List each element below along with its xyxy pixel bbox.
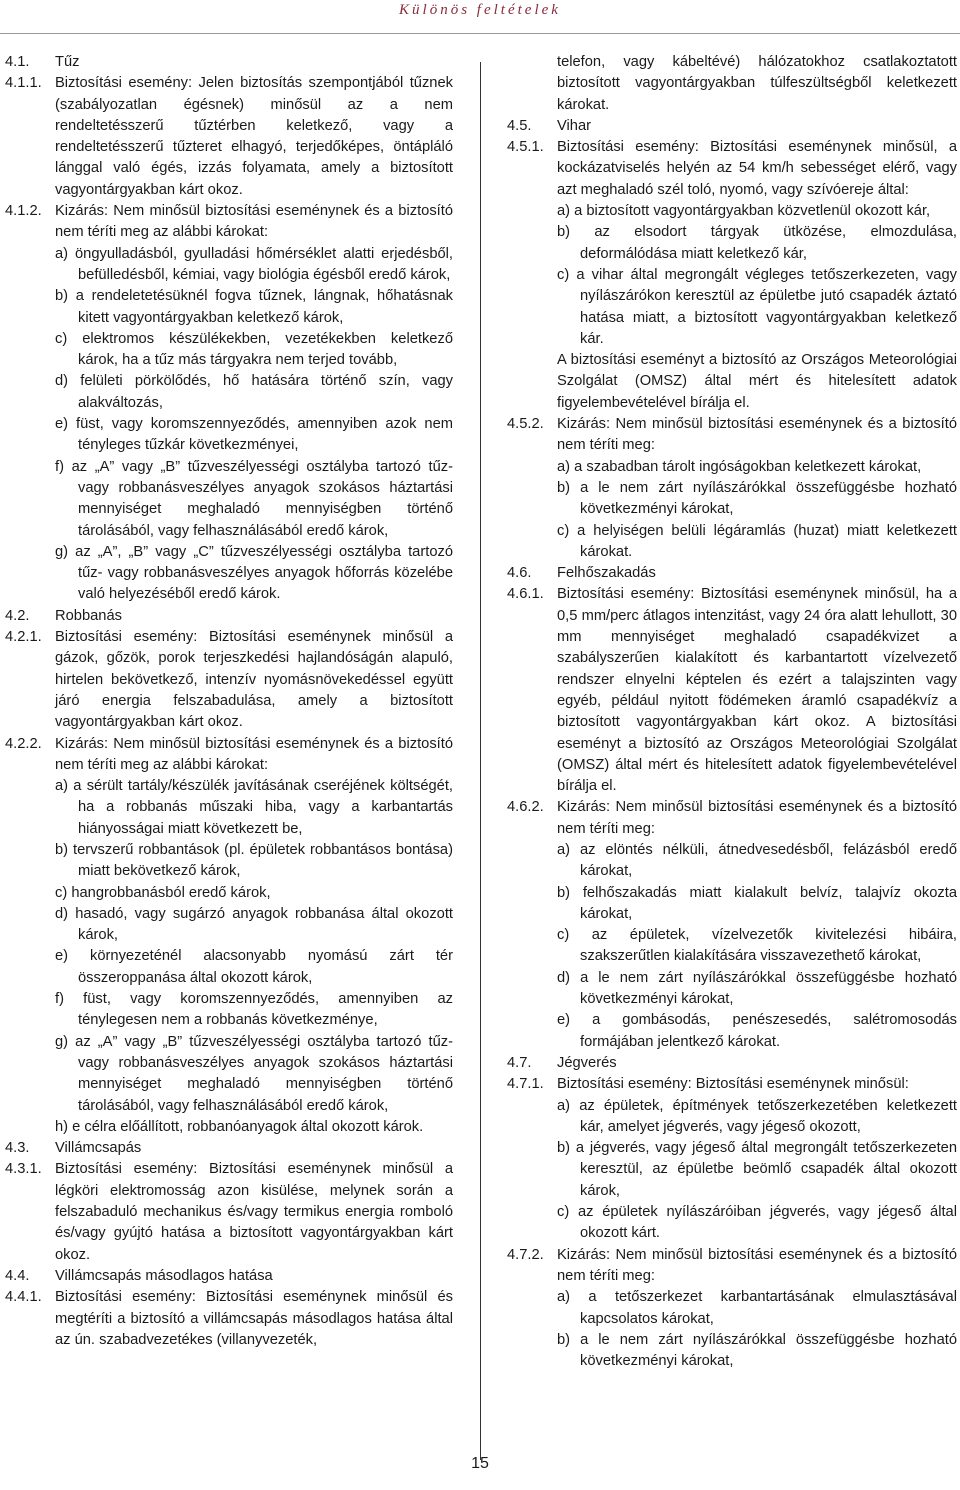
list-item: b) a rendeletetésüknél fogva tűznek, lángnak, hőhatásnak kitett vagyontárgyakban keletkező károk, (55, 288, 453, 326)
list-item: d) hasadó, vagy sugárzó anyagok robbanása által okozott károk, (55, 905, 453, 944)
section-paragraph (5, 606, 453, 627)
section-number: 4.4.1. (5, 1289, 42, 1306)
section-text: Kizárás: Nem minősül biztosítási eseménynek és a biztosító nem téríti meg: (557, 416, 957, 454)
list-item: a) a tetőszerkezet karbantartásának elmulasztásával kapcsolatos károkat, (557, 1289, 957, 1327)
section-number: 4.1.1. (5, 75, 42, 92)
list-item: c) elektromos készülékekben, vezetékekben keletkező károk, ha a tűz más tárgyakra nem terjed tovább, (55, 330, 453, 369)
section-text: Villámcsapás másodlagos hatása (55, 1267, 273, 1284)
list-item: b) a jégverés, vagy jégeső által megrongált tetőszerkezeten keresztül, az épületbe beömlő csapadék által okozott károk, (557, 1140, 957, 1199)
page-number: 15 (471, 1455, 489, 1472)
section-number: 4.4. (5, 1267, 30, 1284)
list-item: a) az elöntés nélküli, átnedvesedésből, felázásból eredő károkat, (557, 841, 957, 880)
list-item: a) öngyulladásból, gyulladási hőmérséklet alatti erjedésből, befülledésből, kémiai, vagy biológia égésből eredő károk, (55, 245, 453, 283)
list-item: h) e célra előállított, robbanóanyagok által okozott károk. (55, 1118, 424, 1135)
section-text: Kizárás: Nem minősül biztosítási eseménynek és a biztosító nem téríti meg: (557, 799, 957, 837)
section-text: Biztosítási esemény: Biztosítási eseménynek minősül: (557, 1076, 909, 1093)
column-divider (480, 62, 481, 1460)
section-number: 4.6.1. (507, 586, 544, 603)
section-text: Villámcsapás (55, 1140, 142, 1157)
list-item: e) a gombásodás, penészesedés, salétromosodás formájában jelentkező károkat. (557, 1012, 957, 1050)
section-paragraph (5, 201, 453, 244)
list-item: g) az „A”, „B” vagy „C” tűzveszélyességi osztályba tartozó tűz- vagy robbanásveszélyes anyagok hőforrás közelébe való helyezéséből eredő károk. (55, 543, 453, 603)
list-item: b) az elsodort tárgyak ütközése, elmozdulása, deformálódása miatt keletkező kár, (557, 224, 957, 262)
section-number: 4.3. (5, 1140, 30, 1157)
list-item: a) a biztosított vagyontárgyakban közvetlenül okozott kár, (557, 203, 931, 220)
section-number: 4.7. (507, 1054, 532, 1071)
section-paragraph (5, 734, 453, 777)
section-text: Biztosítási esemény: Biztosítási eseménynek minősül, a kockázatviselés helyén az 54 km/h sebességet elérő, vagy azt meghaladó szél toló, nyomó, vagy szívóereje által: (557, 139, 957, 198)
section-number: 4.2.1. (5, 629, 42, 646)
list-item: g) az „A” vagy „B” tűzveszélyességi osztályba tartozó tűz- vagy robbanásveszélyes anyagok szokásos háztartási mennyiséget meghaladó mennyiségben történő tárolásából, vagy felhasználásából eredő károk, (55, 1033, 453, 1114)
list-item: d) felületi pörkölődés, hő hatására történő szín, vagy alakváltozás, (55, 373, 453, 411)
list-item: a) az épületek, építmények tetőszerkezetében keletkezett kár, amelyet jégverés, vagy jégeső okozott, (557, 1097, 957, 1135)
section-paragraph (5, 1138, 453, 1159)
section-paragraph (507, 414, 957, 457)
section-number: 4.7.2. (507, 1246, 544, 1263)
section-text: Kizárás: Nem minősül biztosítási eseménynek és a biztosító nem téríti meg az alábbi károkat: (55, 203, 453, 241)
section-number: 4.1. (5, 54, 30, 70)
section-text: Robbanás (55, 607, 122, 624)
list-item: e) környezeténél alacsonyabb nyomású zárt tér összeroppanása által okozott károk, (55, 948, 453, 986)
section-paragraph (5, 73, 453, 201)
list-item: c) az épületek nyílászáróiban jégverés, vagy jégeső által okozott kárt. (557, 1204, 957, 1242)
section-paragraph (5, 52, 453, 73)
header-rule (0, 33, 960, 34)
list-item: f) az „A” vagy „B” tűzveszélyességi osztályba tartozó tűz- vagy robbanásveszélyes anyagok szokásos háztartási mennyiséget meghaladó mennyiségben történő tárolásából, vagy felhasználásából eredő károk, (55, 458, 453, 539)
list-item: b) tervszerű robbantások (pl. épületek robbantásos bontása) miatt bekövetkező károk, (55, 841, 453, 880)
section-text: Kizárás: Nem minősül biztosítási eseménynek és a biztosító nem téríti meg: (557, 1246, 957, 1284)
list-item: a) a sérült tartály/készülék javításának cseréjének költségét, ha a robbanás műszaki hiba, vagy a karbantartás hiányosságai miatt következett be, (55, 778, 453, 837)
section-paragraph (507, 1074, 957, 1095)
section-text: Kizárás: Nem minősül biztosítási eseménynek és a biztosító nem téríti meg az alábbi károkat: (55, 735, 453, 773)
section-number: 4.5. (507, 117, 532, 134)
right-column (507, 52, 957, 1372)
section-paragraph (507, 1245, 957, 1288)
section-paragraph (5, 1159, 453, 1265)
section-paragraph (507, 116, 957, 137)
section-text: Jégverés (557, 1054, 617, 1071)
section-paragraph (507, 1053, 957, 1074)
section-number: 4.5.2. (507, 416, 544, 433)
body-paragraph: telefon, vagy kábeltévé) hálózatokhoz csatlakoztatott biztosított vagyontárgyakban túlfeszültségből keletkezett károkat. (557, 54, 957, 113)
list-item: e) füst, vagy koromszennyeződés, amennyiben azok nem tényleges tűzkár következményei, (55, 416, 453, 454)
list-item: f) füst, vagy koromszennyeződés, amennyiben az ténylegesen nem a robbanás következménye, (55, 991, 453, 1029)
section-text: Tűz (55, 54, 80, 70)
section-text: Biztosítási esemény: Biztosítási eseménynek minősül a légköri elektromosság azon kisülése, melynek során a felszabaduló mechanikus és/vagy termikus energia romboló és/vagy gyújtó hatása a biztosított vagyontárgyakban kárt okoz. (55, 1161, 453, 1263)
section-paragraph (507, 797, 957, 840)
list-item: c) az épületek, vízelvezetők kivitelezési hibáira, szakszerűtlen kialakítására visszavezethető károkat, (557, 927, 957, 965)
section-number: 4.6. (507, 565, 532, 582)
list-item: a) a szabadban tárolt ingóságokban keletkezett károkat, (557, 458, 922, 475)
section-paragraph (5, 1266, 453, 1287)
section-number: 4.7.1. (507, 1076, 544, 1093)
section-number: 4.6.2. (507, 799, 544, 816)
body-paragraph: A biztosítási eseményt a biztosító az Országos Meteorológiai Szolgálat (OMSZ) által mért és hitelesített adatok figyelembevételével bírálja el. (557, 352, 957, 411)
section-number: 4.1.2. (5, 203, 42, 220)
section-text: Biztosítási esemény: Biztosítási eseménynek minősül és megtéríti a biztosító a villámcsapás másodlagos hatása által az ún. szabadvezetékes (villanyvezeték, (55, 1289, 453, 1348)
section-text: Felhőszakadás (557, 565, 656, 582)
section-text: Biztosítási esemény: Biztosítási eseménynek minősül a gázok, gőzök, porok terjeszkedési hajlandóságán alapuló, hirtelen bekövetkező, intenzív nyomásnövekedéssel együtt járó energia felszabadulása, amely a biztosított vagyontárgyakban kárt okoz. (55, 629, 453, 731)
section-paragraph (507, 563, 957, 584)
section-paragraph (507, 584, 957, 797)
list-item: c) a vihar által megrongált végleges tetőszerkezeten, vagy nyílászárókon keresztül az épületbe jutó csapadék áztató hatása miatt, a biztosított vagyontárgyakban keletkező kár. (557, 266, 957, 347)
list-item: d) a le nem zárt nyílászárókkal összefüggésbe hozható következményi károkat, (557, 969, 957, 1008)
list-item: b) a le nem zárt nyílászárókkal összefüggésbe hozható következményi károkat, (557, 479, 957, 518)
list-item: c) hangrobbanásból eredő károk, (55, 884, 271, 901)
left-column (5, 52, 453, 1351)
section-number: 4.2. (5, 607, 30, 624)
section-text: Biztosítási esemény: Biztosítási eseménynek minősül, ha a 0,5 mm/perc átlagos intenzitást, vagy 24 óra alatt lehullott, 30 mm mennyiséget meghaladó csapadékvizet a szabályszerűen kialakított és karbantartott vízelvezető rendszer elnyelni képtelen és ezért a talajszinten vagy egyéb, például nyitott födémeken áramló csapadékvíz a biztosított vagyontárgyakban kárt okoz. A biztosítási eseményt a biztosító az Országos Meteorológiai Szolgálat (OMSZ) által mért és hitelesített adatok figyelembevételével bírálja el. (557, 586, 957, 795)
section-number: 4.2.2. (5, 735, 42, 752)
section-paragraph (5, 627, 453, 733)
running-header-title: Különös feltételek (399, 2, 561, 18)
list-item: c) a helyiségen belüli légáramlás (huzat) miatt keletkezett károkat. (557, 522, 957, 560)
list-item: b) felhőszakadás miatt kialakult belvíz, talajvíz okozta károkat, (557, 884, 957, 922)
section-paragraph (507, 137, 957, 201)
section-number: 4.5.1. (507, 139, 544, 156)
section-number: 4.3.1. (5, 1161, 42, 1178)
section-text: Vihar (557, 117, 592, 134)
list-item: b) a le nem zárt nyílászárókkal összefüggésbe hozható következményi károkat, (557, 1331, 957, 1370)
section-text: Biztosítási esemény: Jelen biztosítás szempontjából tűznek (szabályozatlan égésnek) minősül az a nem rendeltetésszerű tűztérben keletkező, vagy a rendeltetésszerű tűzteret elhagyó, terjedőképes, öntápláló lánggal való égés, izzás folyamata, amely a biztosított vagyontárgyakban kárt okoz. (55, 75, 453, 198)
section-paragraph (5, 1287, 453, 1351)
